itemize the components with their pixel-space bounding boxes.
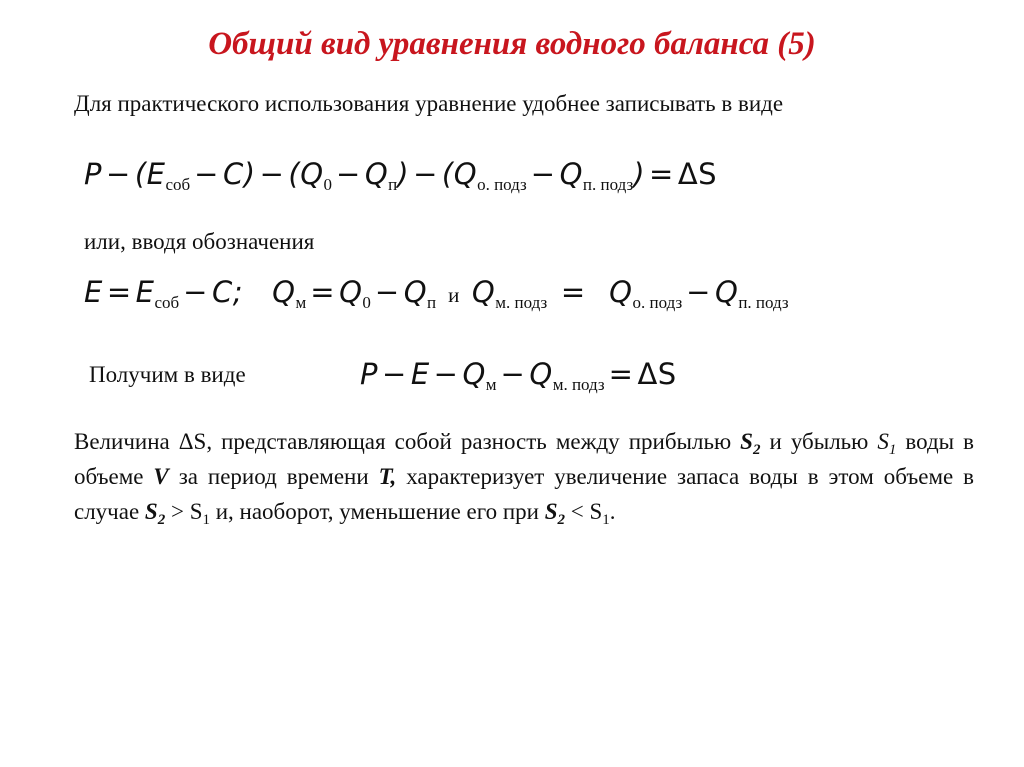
symbol-q: Q — [272, 275, 296, 309]
symbol-q: Q — [300, 157, 324, 191]
text: S — [740, 429, 753, 454]
subscript: п. подз — [582, 175, 634, 194]
symbol-q: Q — [403, 275, 428, 309]
simplified-equation: $P - E - Q_м - Q_{м. подз} = \Delta S$ — [360, 357, 677, 394]
slide-title: Общий вид уравнения водного баланса (5) — [208, 26, 816, 62]
subscript: соб — [154, 293, 180, 312]
text: и, наоборот, уменьшение его при — [209, 499, 545, 524]
symbol-t: T, — [378, 464, 397, 489]
water-balance-equation: $P - (E_{соб} - C) - (Q_0 - Q_п) - (Q_{о. подз} - Q_{п. подз}) = \Delta S$ — [84, 157, 718, 194]
symbol-p: P — [360, 357, 378, 391]
subscript: о. подз — [477, 175, 527, 194]
symbol-p: P — [84, 157, 102, 191]
text: за период времени — [168, 464, 379, 489]
subscript: п — [388, 175, 398, 194]
symbol-c: C — [211, 275, 233, 309]
text: S — [877, 429, 889, 454]
subscript: 2 — [557, 512, 566, 528]
symbol-e: E — [84, 275, 103, 309]
symbol-q: Q — [364, 157, 389, 191]
text: . — [609, 499, 616, 524]
subscript: м. подз — [552, 375, 605, 394]
symbol-q: Q — [471, 275, 496, 309]
symbol-s1 — [877, 429, 897, 458]
subscript: 2 — [752, 442, 761, 458]
subscript: 1 — [202, 512, 210, 528]
symbol-q: Q — [462, 357, 486, 391]
notation-equations: $E = E_{соб} - C$; $Q_м = Q_0 - Q_п$ и $Q_{м. подз} = Q_{о. подз} - Q_{п. подз}$ — [84, 275, 789, 312]
subscript: о. подз — [632, 293, 683, 312]
text: Величина ΔS, представляющая собой разность между прибылью — [74, 429, 741, 454]
text: воды в объеме — [74, 429, 974, 489]
text: и убылью — [760, 429, 878, 454]
subscript: м — [485, 375, 497, 394]
text: S — [544, 499, 558, 524]
symbol-v: V — [153, 464, 169, 489]
subscript: м — [295, 293, 307, 312]
text: < S — [565, 499, 603, 524]
symbol-e: E — [410, 357, 430, 391]
symbol-q: Q — [339, 275, 363, 309]
label-get-form: Получим в виде — [89, 362, 246, 387]
symbol-q: Q — [609, 275, 633, 309]
symbol-q: Q — [714, 275, 739, 309]
text: S — [144, 499, 158, 524]
explanation-paragraph — [74, 424, 974, 529]
symbol-q: Q — [559, 157, 583, 191]
symbol-e: E — [135, 275, 155, 309]
delta-s: ΔS — [677, 157, 718, 191]
delta-s: ΔS — [637, 357, 677, 391]
symbol-c: C — [222, 157, 244, 191]
subscript: соб — [165, 175, 191, 194]
subscript: 1 — [602, 512, 610, 528]
subscript: 1 — [888, 442, 897, 458]
subscript: 0 — [362, 293, 371, 312]
symbol-s2 — [144, 499, 166, 528]
symbol-s2 — [544, 499, 566, 528]
text: > S — [165, 499, 203, 524]
symbol-e: E — [146, 157, 166, 191]
subscript: п. подз — [738, 293, 789, 312]
symbol-q: Q — [453, 157, 478, 191]
label-or-notation: или, вводя обозначения — [84, 229, 315, 254]
subscript: п — [427, 293, 437, 312]
subscript: 2 — [157, 512, 166, 528]
symbol-q: Q — [529, 357, 553, 391]
subscript: м. подз — [495, 293, 548, 312]
intro-text: Для практического использования уравнение удобнее записывать в виде — [74, 91, 784, 116]
conjunction-and: и — [448, 283, 460, 307]
text: характеризует увеличение запаса воды в этом объеме в случае — [74, 464, 974, 524]
subscript: 0 — [323, 175, 333, 194]
symbol-s2 — [740, 429, 761, 458]
